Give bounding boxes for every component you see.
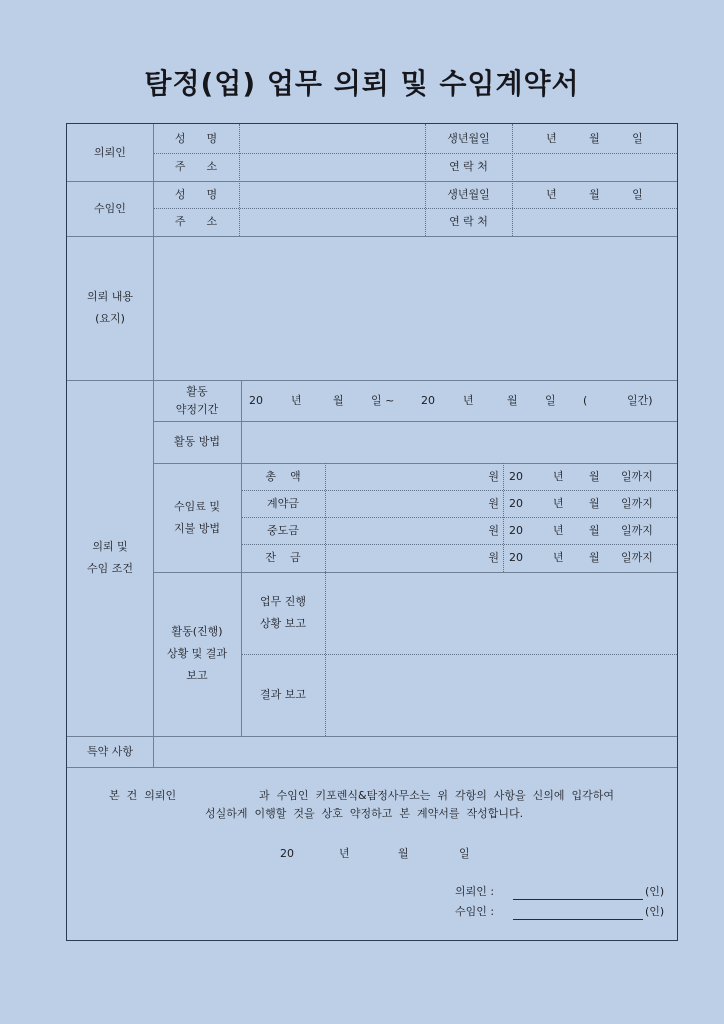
client-address-label: 주 소: [174, 160, 218, 173]
agent-name-field[interactable]: [239, 181, 425, 208]
period-end-year: 20: [421, 393, 435, 407]
agent-signature-line[interactable]: [513, 919, 643, 920]
birth-day-unit: 일: [632, 187, 643, 201]
client-contact-label: 연 락 처: [449, 160, 488, 173]
fee-interim-date[interactable]: [503, 517, 677, 544]
agent-contact-field[interactable]: [512, 208, 677, 236]
date-m-unit: 월: [589, 551, 600, 564]
report-label: [153, 572, 241, 736]
period-field[interactable]: [241, 380, 677, 421]
date-y-unit: 년: [553, 523, 564, 537]
won-unit: 원: [488, 469, 499, 483]
date-until: 일까지: [621, 523, 653, 537]
progress-label-line2: 상황 보고: [259, 617, 306, 630]
contract-date-year: 20: [280, 847, 294, 860]
period-end-y: 년: [463, 393, 474, 407]
client-address-field[interactable]: [239, 153, 425, 181]
agent-contact-label: 연 락 처: [449, 215, 488, 228]
date-y-unit: 년: [553, 469, 564, 483]
date-m-unit: 월: [589, 523, 600, 537]
agent-address-field[interactable]: [239, 208, 425, 236]
contract-date[interactable]: [67, 844, 677, 864]
report-label-line2: 상황 및 결과: [166, 647, 228, 660]
special-terms-field[interactable]: [153, 736, 677, 767]
contract-date-m: 월: [398, 847, 409, 860]
contract-date-y: 년: [339, 847, 350, 860]
period-label: [153, 380, 241, 421]
date-y-unit: 년: [553, 551, 564, 564]
client-signature-line[interactable]: [513, 899, 643, 900]
won-unit: 원: [488, 551, 499, 564]
date-m-unit: 월: [589, 469, 600, 483]
date-year: 20: [509, 496, 523, 510]
fee-total-label: 총 액: [265, 469, 301, 483]
fee-deposit-amount[interactable]: [325, 490, 503, 517]
contract-date-d: 일: [459, 847, 470, 860]
period-label-line1: 활동: [186, 384, 208, 398]
period-days-close: 일간): [627, 393, 653, 407]
agent-birth-field[interactable]: [512, 181, 677, 208]
period-end-d: 일: [545, 393, 556, 407]
fee-total-date[interactable]: [503, 463, 677, 490]
period-end-m: 월: [507, 393, 518, 407]
progress-report-field[interactable]: [325, 572, 677, 654]
birth-month-unit: 월: [589, 131, 600, 145]
fee-balance-label: 잔 금: [265, 551, 301, 564]
fee-label-line1: 수임료 및: [173, 499, 220, 513]
fee-deposit-date[interactable]: [503, 490, 677, 517]
fee-total-amount[interactable]: [325, 463, 503, 490]
contract-form: [66, 123, 678, 941]
result-report-field[interactable]: [325, 654, 677, 736]
client-contact-field[interactable]: [512, 153, 677, 181]
agent-birth-label: 생년월일: [447, 187, 490, 201]
special-terms-label: 특약 사항: [86, 744, 133, 758]
agreement-line1-start: 본 건 의뢰인: [109, 789, 177, 802]
client-birth-field[interactable]: [512, 124, 677, 153]
birth-day-unit: 일: [632, 131, 643, 145]
method-field[interactable]: [241, 421, 677, 463]
request-content-field[interactable]: [153, 236, 677, 380]
method-label: 활동 방법: [173, 435, 220, 448]
fee-interim-amount[interactable]: [325, 517, 503, 544]
period-start-d: 일 ~: [371, 393, 395, 407]
date-until: 일까지: [621, 496, 653, 510]
client-name-label: 성 명: [174, 131, 218, 145]
agent-name-label: 성 명: [174, 187, 218, 201]
conditions-label-line2: 수임 조건: [86, 562, 133, 575]
date-until: 일까지: [621, 551, 653, 564]
won-unit: 원: [488, 523, 499, 537]
document-title: 탐정(업) 업무 의뢰 및 수임계약서: [144, 67, 580, 100]
result-report-label: 결과 보고: [259, 688, 306, 701]
period-label-line2: 약정기간: [175, 402, 219, 416]
birth-month-unit: 월: [589, 187, 600, 201]
fee-balance-date[interactable]: [503, 544, 677, 572]
period-start-m: 월: [333, 393, 344, 407]
period-start-y: 년: [291, 393, 302, 407]
birth-year-unit: 년: [546, 187, 557, 201]
birth-year-unit: 년: [546, 131, 557, 145]
fee-deposit-label: 계약금: [267, 496, 299, 510]
agent-section-label: 수임인: [94, 201, 126, 215]
fee-label: [153, 463, 241, 572]
fee-label-line2: 지불 방법: [173, 521, 220, 535]
request-content-label: [67, 236, 153, 380]
conditions-label: [67, 380, 153, 736]
client-birth-label: 생년월일: [447, 131, 490, 145]
agent-seal: (인): [645, 905, 665, 918]
fee-interim-label: 중도금: [267, 523, 299, 537]
agent-signature-label: 수임인 :: [455, 905, 495, 918]
fee-balance-amount[interactable]: [325, 544, 503, 572]
agent-address-label: 주 소: [174, 215, 218, 228]
won-unit: 원: [488, 496, 499, 510]
report-label-line1: 활동(진행): [171, 625, 223, 638]
date-year: 20: [509, 551, 523, 564]
period-start-year: 20: [249, 393, 263, 407]
date-year: 20: [509, 469, 523, 483]
period-days-open: (: [583, 393, 588, 407]
client-signature-label: 의뢰인 :: [455, 885, 495, 898]
client-section-label: 의뢰인: [94, 145, 126, 159]
date-year: 20: [509, 523, 523, 537]
conditions-label-line1: 의뢰 및: [92, 540, 128, 553]
client-name-field[interactable]: [239, 124, 425, 153]
progress-report-label: [241, 572, 325, 654]
agreement-line2: 성실하게 이행할 것을 상호 약정하고 본 계약서를 작성합니다.: [205, 807, 524, 820]
agreement-line1-end: 과 수임인 키포렌식&탐정사무소는 위 각항의 사항을 신의에 입각하여: [259, 789, 615, 802]
request-label-line2: (요지): [95, 312, 125, 325]
date-y-unit: 년: [553, 496, 564, 510]
report-label-line3: 보고: [186, 669, 208, 682]
date-until: 일까지: [621, 469, 653, 483]
date-m-unit: 월: [589, 496, 600, 510]
request-label-line1: 의뢰 내용: [86, 290, 133, 303]
client-seal: (인): [645, 885, 665, 898]
progress-label-line1: 업무 진행: [259, 595, 306, 608]
